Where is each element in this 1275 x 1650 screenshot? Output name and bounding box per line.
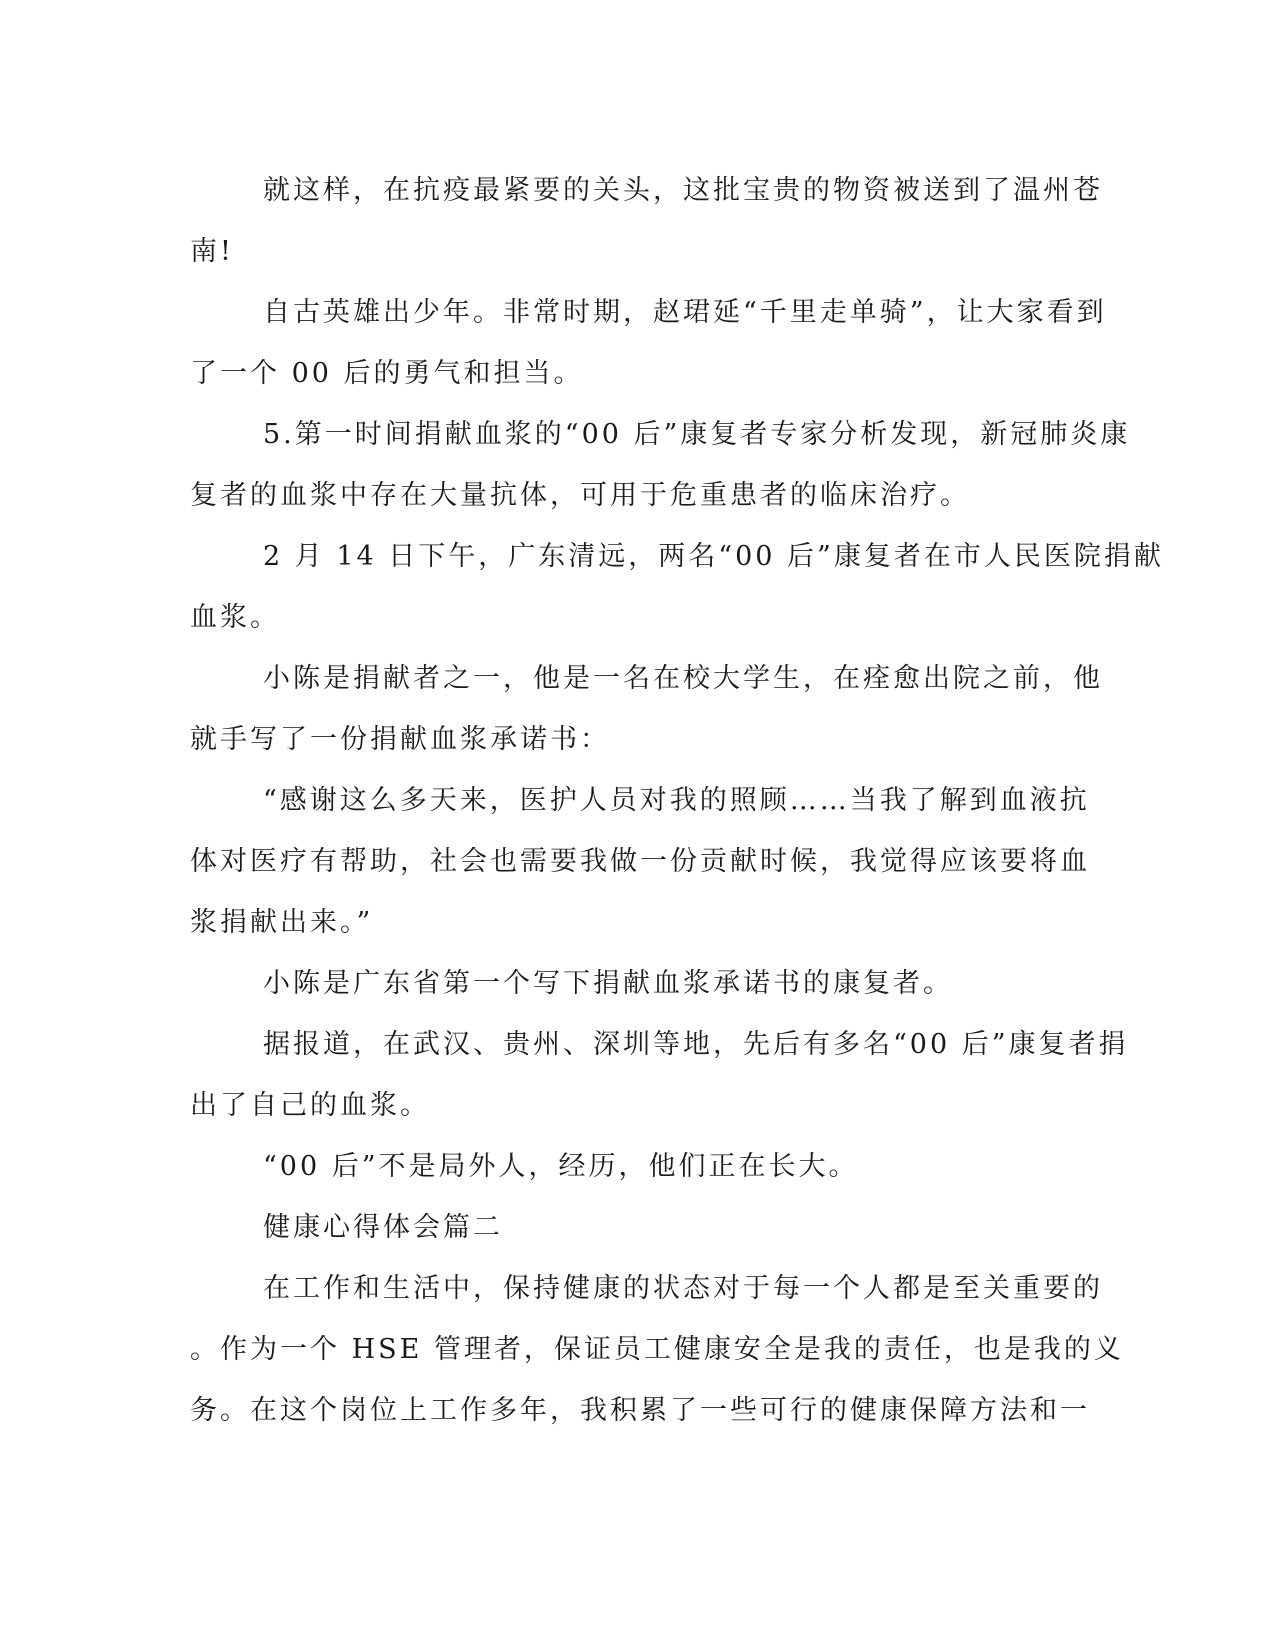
paragraph-line: 了一个 00 后的勇气和担当。 <box>190 358 584 389</box>
paragraph-line: 南! <box>190 236 234 267</box>
paragraph-line: 体对医疗有帮助，社会也需要我做一份贡献时候，我觉得应该要将血 <box>190 846 1090 877</box>
section-heading: 健康心得体会篇二 <box>263 1212 503 1243</box>
paragraph-line: 浆捐献出来。” <box>190 907 374 938</box>
paragraph-line: 据报道，在武汉、贵州、深圳等地，先后有多名“00 后”康复者捐 <box>263 1029 1129 1060</box>
paragraph-line: 出了自己的血浆。 <box>190 1090 430 1121</box>
paragraph-line: 务。在这个岗位上工作多年，我积累了一些可行的健康保障方法和一 <box>190 1395 1090 1426</box>
paragraph-line: 在工作和生活中，保持健康的状态对于每一个人都是至关重要的 <box>263 1273 1103 1304</box>
paragraph-line: 。作为一个 HSE 管理者，保证员工健康安全是我的责任，也是我的义 <box>190 1334 1124 1365</box>
paragraph-line: 5.第一时间捐献血浆的“00 后”康复者专家分析发现，新冠肺炎康 <box>263 419 1131 450</box>
paragraph-line: “感谢这么多天来，医护人员对我的照顾……当我了解到血液抗 <box>263 785 1090 816</box>
paragraph-line: 就手写了一份捐献血浆承诺书： <box>190 724 610 755</box>
paragraph-line: “00 后”不是局外人，经历，他们正在长大。 <box>263 1151 859 1182</box>
paragraph-line: 血浆。 <box>190 602 280 633</box>
paragraph-line: 小陈是捐献者之一，他是一名在校大学生，在痊愈出院之前，他 <box>263 663 1103 694</box>
paragraph-line: 2 月 14 日下午，广东清远，两名“00 后”康复者在市人民医院捐献 <box>263 541 1164 572</box>
paragraph-line: 小陈是广东省第一个写下捐献血浆承诺书的康复者。 <box>263 968 953 999</box>
paragraph-line: 自古英雄出少年。非常时期，赵珺延“千里走单骑”，让大家看到 <box>263 297 1107 328</box>
paragraph-line: 就这样，在抗疫最紧要的关头，这批宝贵的物资被送到了温州苍 <box>263 175 1103 206</box>
paragraph-line: 复者的血浆中存在大量抗体，可用于危重患者的临床治疗。 <box>190 480 970 511</box>
